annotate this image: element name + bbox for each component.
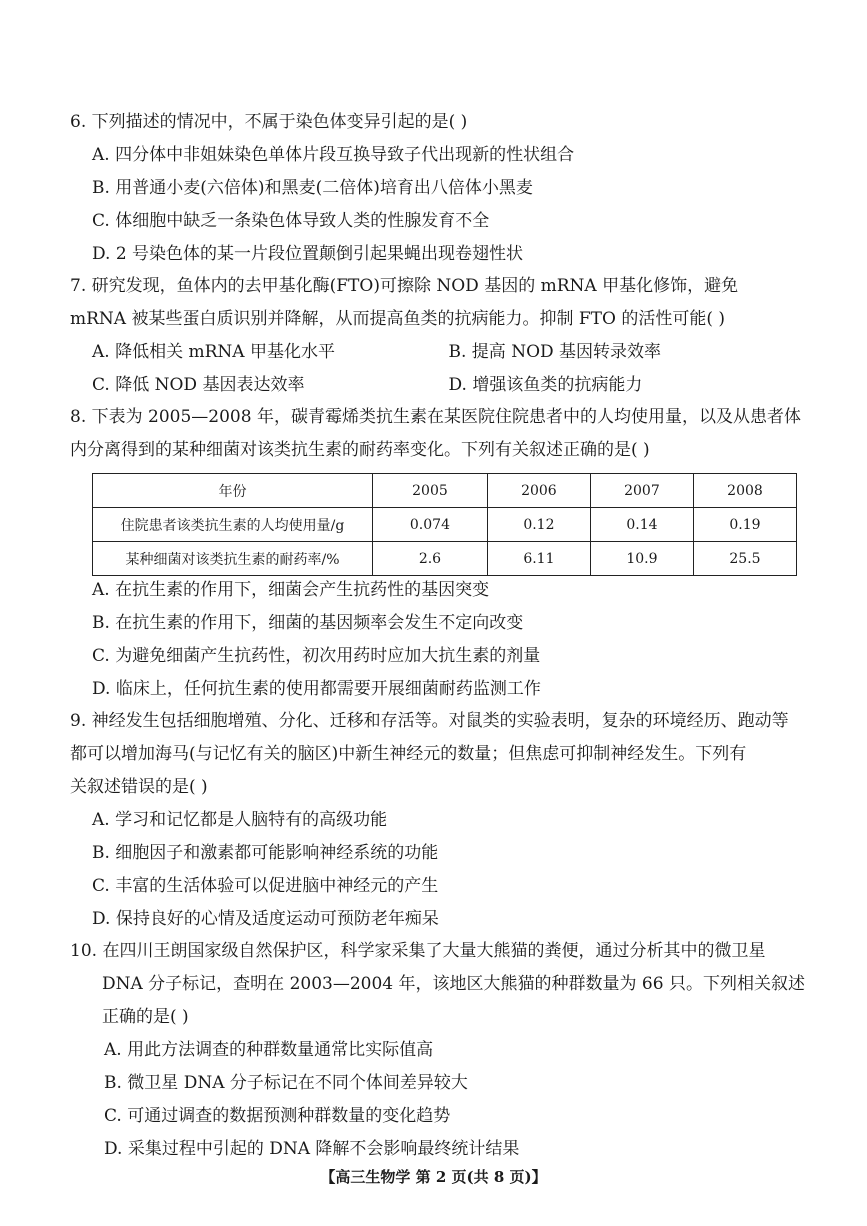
table-row — [93, 508, 797, 542]
option-c: C. 可通过调查的数据预测种群数量的变化趋势 — [104, 1106, 451, 1126]
question-stem: 6. 下列描述的情况中，不属于染色体变异引起的是( ) — [70, 112, 468, 132]
question-6 — [70, 106, 805, 271]
option-c: C. 为避免细菌产生抗药性，初次用药时应加大抗生素的剂量 — [92, 646, 541, 666]
data-table — [92, 473, 797, 576]
question-stem-line1: 7. 研究发现，鱼体内的去甲基化酶(FTO)可擦除 NOD 基因的 mRNA 甲基化修饰，避免 — [70, 276, 739, 296]
option-d: D. 2 号染色体的某一片段位置颠倒引起果蝇出现卷翅性状 — [92, 244, 524, 264]
option-d: D. 临床上，任何抗生素的使用都需要开展细菌耐药监测工作 — [92, 679, 541, 699]
question-stem-line2: DNA 分子标记，查明在 2003—2004 年，该地区大熊猫的种群数量为 66 只。下列相关叙述 — [102, 974, 805, 994]
table-cell: 25.5 — [693, 542, 796, 576]
option-b: B. 微卫星 DNA 分子标记在不同个体间差异较大 — [104, 1073, 468, 1093]
question-stem-line1: 8. 下表为 2005—2008 年，碳青霉烯类抗生素在某医院住院患者中的人均使用量，以及从患者体 — [70, 407, 801, 427]
table-cell: 住院患者该类抗生素的人均使用量/g — [93, 508, 373, 542]
table-cell: 2.6 — [373, 542, 488, 576]
question-7 — [70, 270, 805, 402]
option-d: D. 采集过程中引起的 DNA 降解不会影响最终统计结果 — [104, 1139, 520, 1159]
table-cell: 6.11 — [487, 542, 590, 576]
question-8-options — [70, 574, 805, 706]
question-stem-line1: 9. 神经发生包括细胞增殖、分化、迁移和存活等。对鼠类的实验表明，复杂的环境经历、跑动等 — [70, 711, 789, 731]
table-cell: 10.9 — [590, 542, 693, 576]
question-stem-line2: mRNA 被某些蛋白质识别并降解，从而提高鱼类的抗病能力。抑制 FTO 的活性可能( ) — [70, 309, 726, 329]
table-header-cell: 2008 — [693, 474, 796, 508]
table-header-cell: 2005 — [373, 474, 488, 508]
table-cell: 0.12 — [487, 508, 590, 542]
option-d: D. 增强该鱼类的抗病能力 — [448, 375, 643, 395]
question-9 — [70, 705, 805, 936]
option-b: B. 提高 NOD 基因转录效率 — [448, 342, 662, 362]
table-header-cell: 2007 — [590, 474, 693, 508]
page-footer: 【高三生物学 第 2 页(共 8 页)】 — [320, 1168, 547, 1186]
question-stem-line3: 关叙述错误的是( ) — [70, 777, 208, 797]
option-d: D. 保持良好的心情及适度运动可预防老年痴呆 — [92, 909, 439, 929]
table-row — [93, 542, 797, 576]
table-cell: 0.074 — [373, 508, 488, 542]
option-a: A. 降低相关 mRNA 甲基化水平 — [92, 342, 335, 362]
table-cell: 某种细菌对该类抗生素的耐药率/% — [93, 542, 373, 576]
table-cell: 0.14 — [590, 508, 693, 542]
table-header-cell: 2006 — [487, 474, 590, 508]
table-header-row — [93, 474, 797, 508]
options-row-2 — [70, 369, 805, 402]
option-a: A. 学习和记忆都是人脑特有的高级功能 — [92, 810, 388, 830]
option-b: B. 用普通小麦(六倍体)和黑麦(二倍体)培育出八倍体小黑麦 — [92, 178, 533, 198]
option-a: A. 在抗生素的作用下，细菌会产生抗药性的基因突变 — [92, 580, 490, 600]
option-c: C. 降低 NOD 基因表达效率 — [92, 375, 305, 395]
table-header-cell: 年份 — [93, 474, 373, 508]
options-row-1 — [70, 336, 805, 369]
option-c: C. 丰富的生活体验可以促进脑中神经元的产生 — [92, 876, 439, 896]
option-c: C. 体细胞中缺乏一条染色体导致人类的性腺发育不全 — [92, 211, 490, 231]
question-8-stem — [70, 401, 805, 467]
table-cell: 0.19 — [693, 508, 796, 542]
option-a: A. 用此方法调查的种群数量通常比实际值高 — [104, 1040, 434, 1060]
question-stem-line1: 10. 在四川王朗国家级自然保护区，科学家采集了大量大熊猫的粪便，通过分析其中的微卫星 — [70, 941, 766, 961]
question-stem-line2: 内分离得到的某种细菌对该类抗生素的耐药率变化。下列有关叙述正确的是( ) — [70, 440, 650, 460]
question-stem-line3: 正确的是( ) — [102, 1007, 189, 1027]
option-a: A. 四分体中非姐妹染色单体片段互换导致子代出现新的性状组合 — [92, 145, 575, 165]
option-b: B. 细胞因子和激素都可能影响神经系统的功能 — [92, 843, 439, 863]
question-10 — [70, 935, 805, 1166]
question-stem-line2: 都可以增加海马(与记忆有关的脑区)中新生神经元的数量；但焦虑可抑制神经发生。下列有 — [70, 744, 747, 764]
option-b: B. 在抗生素的作用下，细菌的基因频率会发生不定向改变 — [92, 613, 524, 633]
